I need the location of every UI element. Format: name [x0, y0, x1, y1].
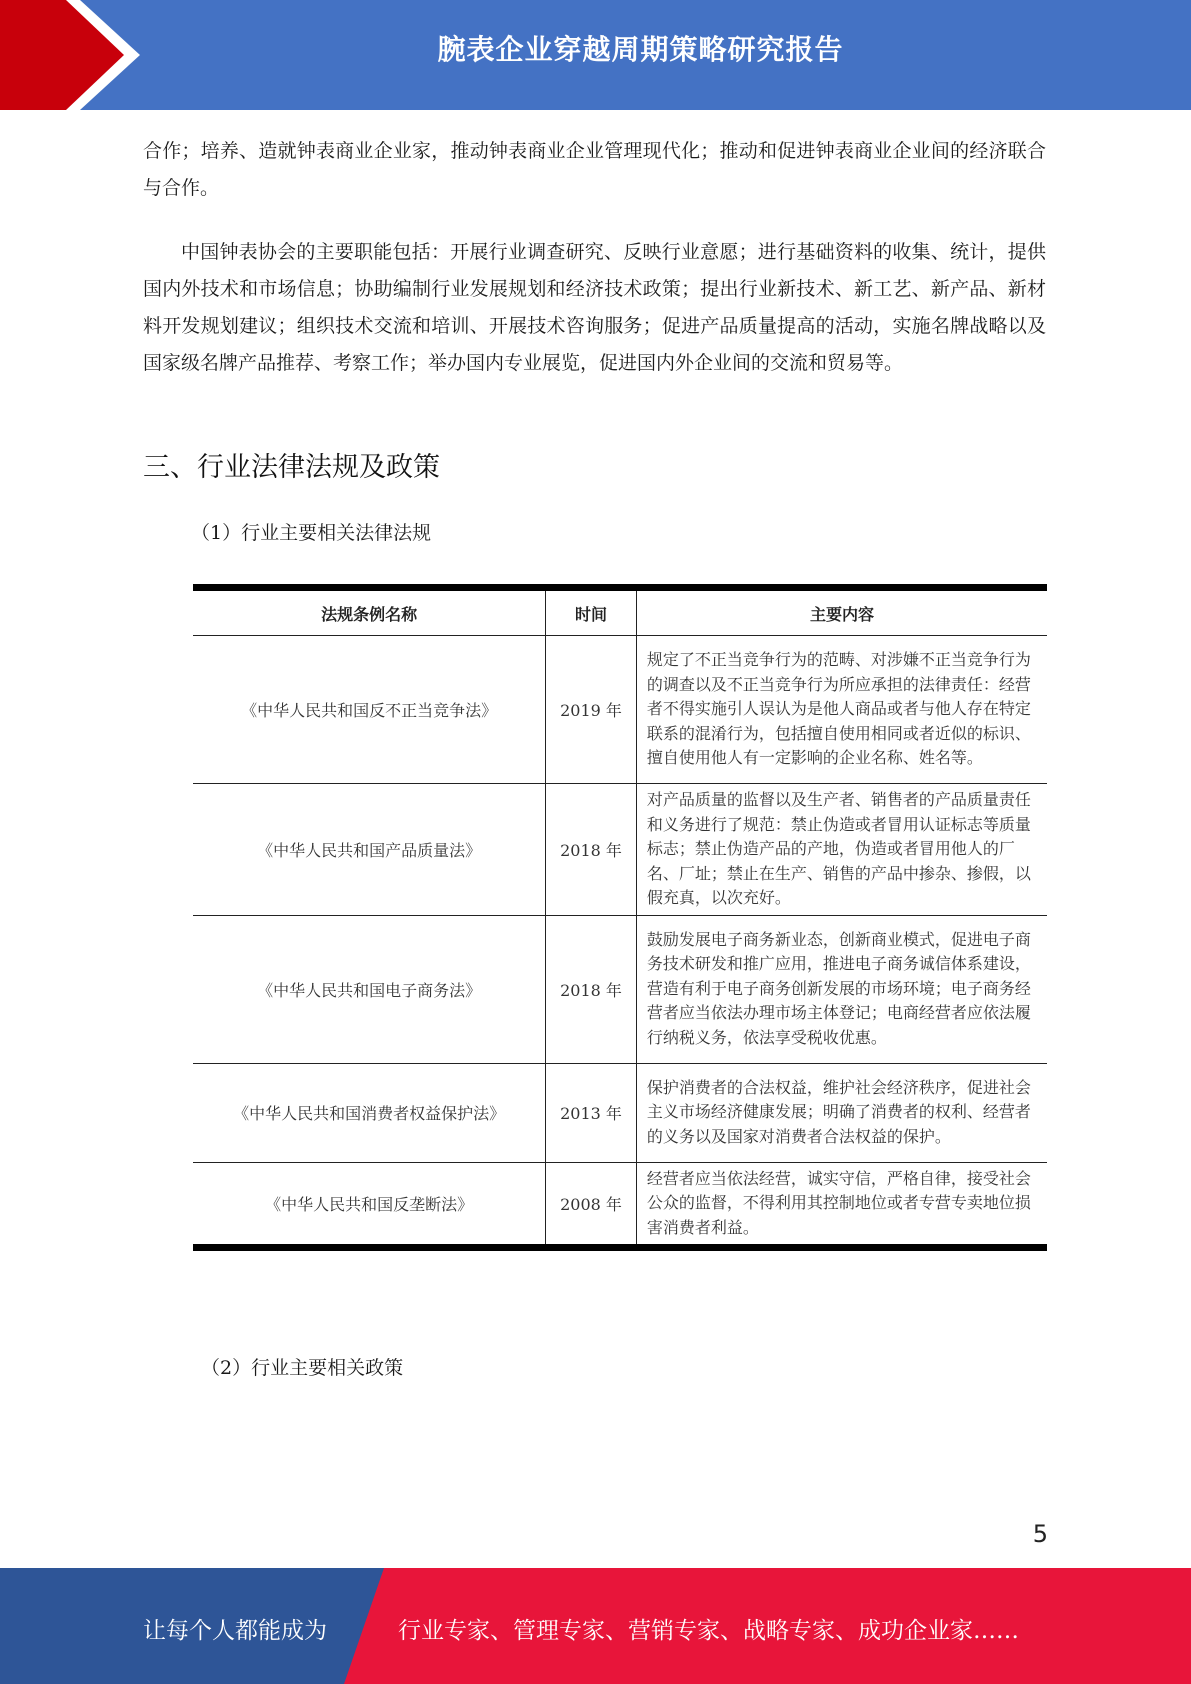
law-name: 《中华人民共和国反不正当竞争法》 — [241, 701, 498, 720]
sub-heading-2-block — [201, 1353, 1104, 1380]
report-title: 腕表企业穿越周期策略研究报告 — [437, 33, 844, 66]
law-name: 《中华人民共和国消费者权益保护法》 — [193, 1063, 546, 1162]
law-name: 《中华人民共和国反垄断法》 — [193, 1162, 546, 1248]
laws-table — [193, 584, 1047, 1251]
law-content: 对产品质量的监督以及生产者、销售者的产品质量责任和义务进行了规范：禁止伪造或者冒用认证标志等质量标志；禁止伪造产品的产地，伪造或者冒用他人的厂名、厂址；禁止在生产、销售的产品中掺杂、掺假，以假充真，以次充好。 — [636, 784, 1047, 916]
law-content: 经营者应当依法经营，诚实守信，严格自律，接受社会公众的监督，不得利用其控制地位或者专营专卖地位损害消费者利益。 — [636, 1162, 1047, 1248]
paragraph-1-block — [143, 133, 1046, 207]
law-content: 鼓励发展电子商务新业态，创新商业模式，促进电子商务技术研发和推广应用，推进电子商务诚信体系建设，营造有利于电子商务创新发展的市场环境；电子商务经营者应当依法办理市场主体登记；电商经营者应依法履行纳税义务，依法享受税收优惠。 — [636, 915, 1047, 1063]
header-time: 时间 — [546, 588, 637, 636]
law-year: 2008 年 — [546, 1162, 637, 1248]
law-year: 2018 年 — [546, 915, 637, 1063]
header-law-name: 法规条例名称 — [193, 588, 546, 636]
footer-slogan-left: 让每个人都能成为 — [143, 1618, 327, 1644]
page-footer — [0, 1568, 1191, 1684]
table-row — [193, 1063, 1047, 1162]
footer-slogan-right: 行业专家、管理专家、营销专家、战略专家、成功企业家…… — [398, 1618, 1019, 1644]
page-number: 5 — [1032, 1520, 1048, 1548]
page-header — [0, 0, 1191, 110]
section-heading: 三、行业法律法规及政策 — [143, 452, 440, 483]
sub-heading-policies: （2）行业主要相关政策 — [201, 1357, 404, 1379]
law-name: 《中华人民共和国产品质量法》 — [193, 784, 546, 916]
sub-heading-1-block — [191, 518, 1094, 545]
law-content: 保护消费者的合法权益，维护社会经济秩序，促进社会主义市场经济健康发展；明确了消费者的权利、经营者的义务以及国家对消费者合法权益的保护。 — [636, 1063, 1047, 1162]
table-row — [193, 1162, 1047, 1248]
table-row — [193, 915, 1047, 1063]
law-year: 2018 年 — [546, 784, 637, 916]
table-header-row — [193, 588, 1047, 636]
paragraph-2-block — [143, 234, 1046, 382]
sub-heading-laws: （1）行业主要相关法律法规 — [191, 522, 432, 544]
paragraph-1: 合作；培养、造就钟表商业企业家，推动钟表商业企业管理现代化；推动和促进钟表商业企业间的经济联合与合作。 — [143, 140, 1046, 199]
paragraph-2: 中国钟表协会的主要职能包括：开展行业调查研究、反映行业意愿；进行基础资料的收集、统计，提供国内外技术和市场信息；协助编制行业发展规划和经济技术政策；提出行业新技术、新工艺、新产品、新材料开发规划建议；组织技术交流和培训、开展技术咨询服务；促进产品质量提高的活动，实施名牌战略以及国家级名牌产品推荐、考察工作；举办国内专业展览，促进国内外企业间的交流和贸易等。 — [143, 241, 1046, 374]
law-year: 2013 年 — [546, 1063, 637, 1162]
header-content: 主要内容 — [636, 588, 1047, 636]
laws-table-wrap — [193, 584, 1047, 1251]
law-name: 《中华人民共和国电子商务法》 — [193, 915, 546, 1063]
section-heading-block — [143, 445, 1046, 484]
law-year: 2019 年 — [546, 636, 637, 784]
table-row — [193, 784, 1047, 916]
table-row — [193, 636, 1047, 784]
law-content: 规定了不正当竞争行为的范畴、对涉嫌不正当竞争行为的调查以及不正当竞争行为所应承担的法律责任：经营者不得实施引人误认为是他人商品或者与他人存在特定联系的混淆行为，包括擅自使用相同或者近似的标识、擅自使用他人有一定影响的企业名称、姓名等。 — [636, 636, 1047, 784]
